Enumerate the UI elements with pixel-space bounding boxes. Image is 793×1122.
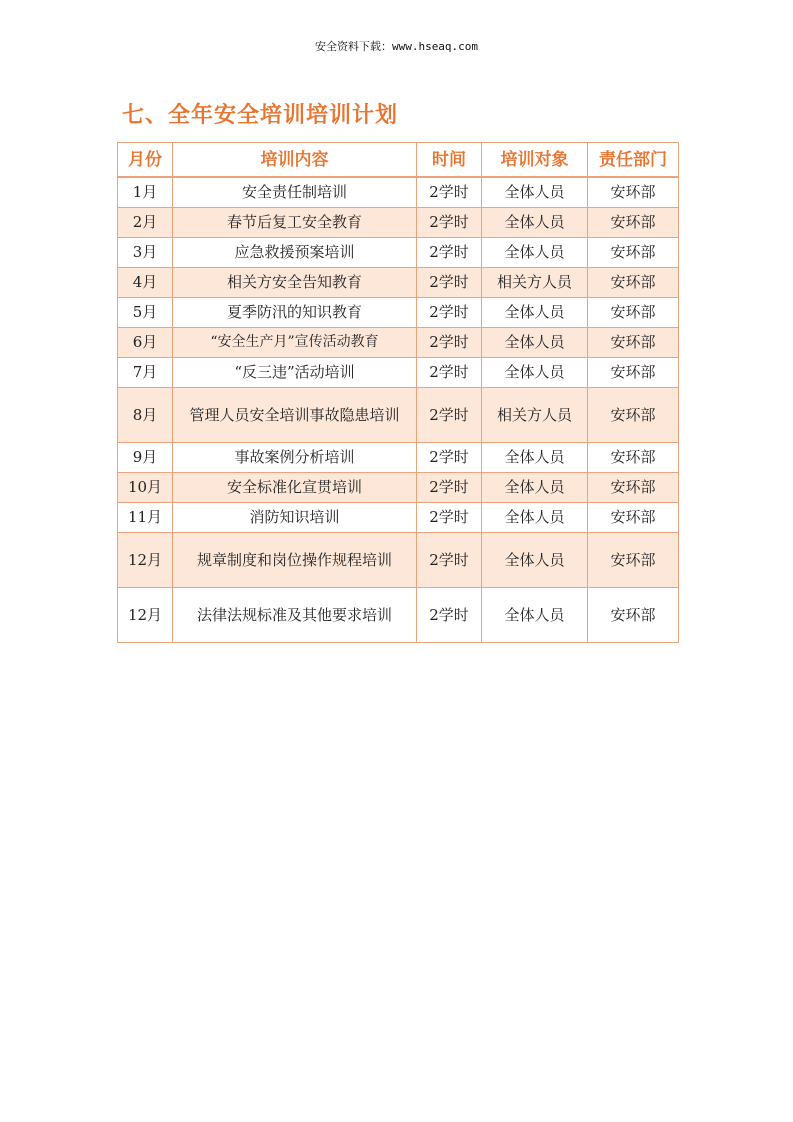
cell-month: 6月 bbox=[118, 327, 173, 357]
cell-dept: 安环部 bbox=[588, 297, 679, 327]
cell-month: 1月 bbox=[118, 177, 173, 207]
cell-dept: 安环部 bbox=[588, 267, 679, 297]
cell-time: 2学时 bbox=[417, 472, 482, 502]
cell-time: 2学时 bbox=[417, 357, 482, 387]
table-row bbox=[118, 357, 679, 387]
table-row bbox=[118, 327, 679, 357]
cell-target: 全体人员 bbox=[482, 177, 588, 207]
cell-content: 管理人员安全培训事故隐患培训 bbox=[173, 387, 417, 442]
cell-month: 4月 bbox=[118, 267, 173, 297]
cell-dept: 安环部 bbox=[588, 502, 679, 532]
cell-month: 3月 bbox=[118, 237, 173, 267]
cell-target: 全体人员 bbox=[482, 532, 588, 587]
cell-time: 2学时 bbox=[417, 587, 482, 642]
cell-dept: 安环部 bbox=[588, 207, 679, 237]
cell-target: 全体人员 bbox=[482, 502, 588, 532]
cell-target: 全体人员 bbox=[482, 472, 588, 502]
cell-target: 全体人员 bbox=[482, 237, 588, 267]
cell-time: 2学时 bbox=[417, 327, 482, 357]
cell-time: 2学时 bbox=[417, 207, 482, 237]
cell-content: “反三违”活动培训 bbox=[173, 357, 417, 387]
cell-target: 全体人员 bbox=[482, 587, 588, 642]
cell-content: 安全责任制培训 bbox=[173, 177, 417, 207]
cell-dept: 安环部 bbox=[588, 387, 679, 442]
cell-month: 2月 bbox=[118, 207, 173, 237]
page-header: 安全资料下载：www.hseaq.com bbox=[314, 40, 479, 53]
cell-target: 相关方人员 bbox=[482, 267, 588, 297]
cell-month: 5月 bbox=[118, 297, 173, 327]
cell-content: 规章制度和岗位操作规程培训 bbox=[173, 532, 417, 587]
cell-content: 春节后复工安全教育 bbox=[173, 207, 417, 237]
cell-month: 10月 bbox=[118, 472, 173, 502]
column-header-time: 时间 bbox=[417, 143, 482, 178]
cell-month: 9月 bbox=[118, 442, 173, 472]
cell-time: 2学时 bbox=[417, 297, 482, 327]
cell-content: 事故案例分析培训 bbox=[173, 442, 417, 472]
cell-content: 消防知识培训 bbox=[173, 502, 417, 532]
table-row bbox=[118, 532, 679, 587]
cell-dept: 安环部 bbox=[588, 472, 679, 502]
table-row bbox=[118, 237, 679, 267]
training-plan-table bbox=[117, 142, 679, 643]
cell-content: 安全标准化宣贯培训 bbox=[173, 472, 417, 502]
cell-month: 12月 bbox=[118, 532, 173, 587]
cell-content: “安全生产月”宣传活动教育 bbox=[173, 327, 417, 357]
cell-dept: 安环部 bbox=[588, 357, 679, 387]
column-header-content: 培训内容 bbox=[173, 143, 417, 178]
cell-target: 全体人员 bbox=[482, 357, 588, 387]
cell-dept: 安环部 bbox=[588, 237, 679, 267]
cell-dept: 安环部 bbox=[588, 177, 679, 207]
column-header-dept: 责任部门 bbox=[588, 143, 679, 178]
table-row bbox=[118, 387, 679, 442]
cell-month: 11月 bbox=[118, 502, 173, 532]
cell-target: 相关方人员 bbox=[482, 387, 588, 442]
column-header-target: 培训对象 bbox=[482, 143, 588, 178]
table-row bbox=[118, 442, 679, 472]
cell-dept: 安环部 bbox=[588, 442, 679, 472]
table-row bbox=[118, 587, 679, 642]
cell-time: 2学时 bbox=[417, 387, 482, 442]
section-title: 七、全年安全培训培训计划 bbox=[122, 103, 399, 128]
cell-time: 2学时 bbox=[417, 237, 482, 267]
cell-target: 全体人员 bbox=[482, 327, 588, 357]
table-row bbox=[118, 472, 679, 502]
cell-target: 全体人员 bbox=[482, 297, 588, 327]
table-row bbox=[118, 207, 679, 237]
cell-time: 2学时 bbox=[417, 502, 482, 532]
cell-month: 12月 bbox=[118, 587, 173, 642]
table-row bbox=[118, 502, 679, 532]
table-row bbox=[118, 297, 679, 327]
cell-month: 7月 bbox=[118, 357, 173, 387]
cell-time: 2学时 bbox=[417, 177, 482, 207]
cell-content: 应急救援预案培训 bbox=[173, 237, 417, 267]
cell-content: 相关方安全告知教育 bbox=[173, 267, 417, 297]
table-header-row bbox=[118, 143, 679, 178]
cell-time: 2学时 bbox=[417, 532, 482, 587]
table-row bbox=[118, 177, 679, 207]
cell-dept: 安环部 bbox=[588, 587, 679, 642]
cell-time: 2学时 bbox=[417, 442, 482, 472]
cell-content: 夏季防汛的知识教育 bbox=[173, 297, 417, 327]
cell-target: 全体人员 bbox=[482, 207, 588, 237]
cell-time: 2学时 bbox=[417, 267, 482, 297]
column-header-month: 月份 bbox=[118, 143, 173, 178]
cell-month: 8月 bbox=[118, 387, 173, 442]
cell-dept: 安环部 bbox=[588, 532, 679, 587]
cell-dept: 安环部 bbox=[588, 327, 679, 357]
table-row bbox=[118, 267, 679, 297]
cell-content: 法律法规标准及其他要求培训 bbox=[173, 587, 417, 642]
cell-target: 全体人员 bbox=[482, 442, 588, 472]
